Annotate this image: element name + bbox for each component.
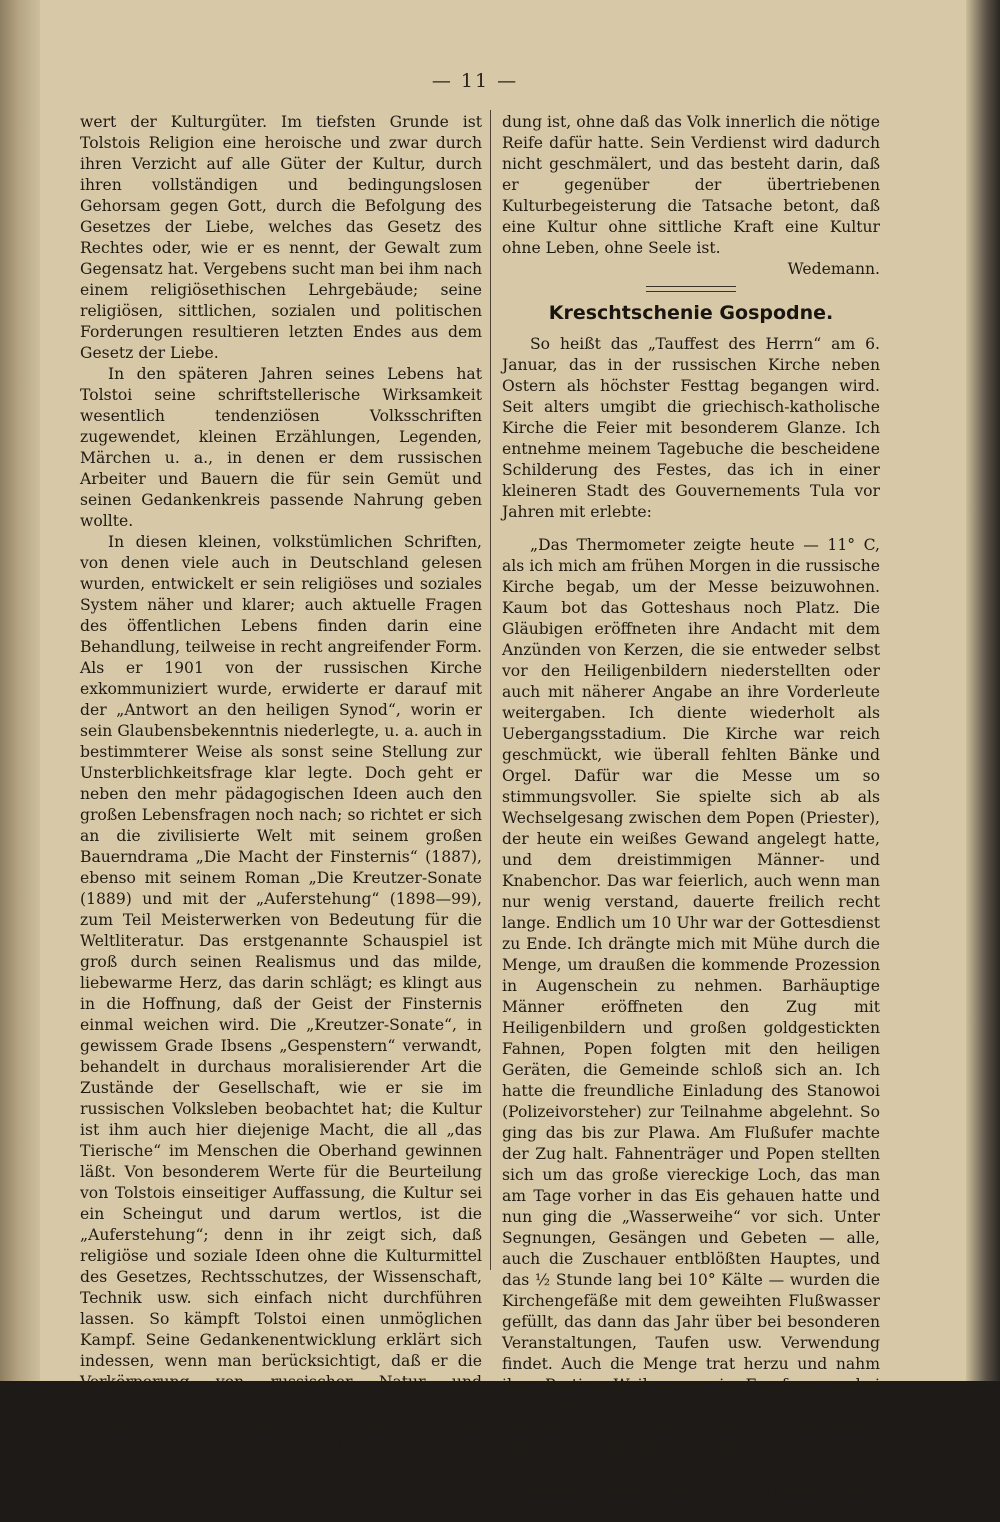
page-edge: [966, 0, 1000, 1381]
left-paragraph-1: wert der Kulturgüter. Im tiefsten Grunde ist Tolstois Religion eine heroische und zwar durch ihren Verzicht auf alle Güter der Kultur, durch ihren vollständigen und bedingungslosen Gehorsam gegen Gott, durch die Befolgung des Gesetzes der Liebe, welches das Gesetz des Rechtes oder, wie er es nennt, der Gewalt zum Gegensatz hat. Vergebens sucht man bei ihm nach einem religiösethischen Lehrgebäude; seine religiösen, sittlichen, sozialen und politischen Forderungen resultieren letzten Endes aus dem Gesetz der Liebe.: [80, 113, 482, 362]
book-gutter: [0, 0, 40, 1381]
right-paragraph-2: „Das Thermometer zeigte heute — 11° C, als ich mich am frühen Morgen in die russische Kirche begab, um der Messe beizuwohnen. Kaum bot das Gotteshaus noch Platz. Die Gläubigen eröffneten ihre Andacht mit dem Anzünden von Kerzen, die sie entweder selbst vor den Heiligenbildern niederstellten oder auch mit näherer Angabe an ihre Vorderleute weitergaben. Ich diente wiederholt als Uebergangsstadium. Die Kirche war reich geschmückt, wie überall fehlten Bänke und Orgel. Dafür war die Messe um so stimmungsvoller. Sie spielte sich ab als Wechselgesang zwischen dem Popen (Priester), der heute ein weißes Gewand angelegt hatte, und dem dreistimmigen Männer- und Knabenchor. Das war feierlich, auch wenn man nur wenig verstand, dauerte freilich recht lange. Endlich um 10 Uhr war der Gottesdienst zu Ende. Ich drängte mich mit Mühe durch die Menge, um draußen die kommende Prozession in Augenschein zu nehmen. Barhäuptige Männer eröffneten den Zug mit Heiligenbildern und großen goldgestickten Fahnen, Popen folgten mit den heiligen Geräten, die Gemeinde schloß sich an. Ich hatte die freundliche Einladung des Stanowoi (Polizeivorsteher) zur Teilnahme abgelehnt. So ging das bis zur Plawa. Am Flußufer machte der Zug halt. Fahnenträger und Popen stellten sich um das große viereckige Loch, das man am Tage vorher in das Eis gehauen hatte und nun ging die „Wasserweihe“ vor sich. Unter Segnungen, Gesängen und Gebeten — alle, auch die Zuschauer entblößten Hauptes, und das ½ Stunde lang bei 10° Kälte — wurden die Kirchengefäße mit dem geweihten Flußwasser gefüllt, das dann das Jahr über bei besonderen Veranstaltungen, Taufen usw. Verwendung findet. Auch die Menge trat herzu und nahm ihre Portion Weihwasser in Empfang, wobei der Diakon unaufhörlich sang „Gospodi pomilui“ (Herr erbarme dich). Solches Wasser spielt bei Heilungen, Besprechungen im Familienkreise, innerlich und äußerlich genommen, eine große Rolle. Unsere Köchin hat sich auch: [502, 536, 880, 1520]
author-signature: Wedemann.: [787, 260, 880, 278]
right-column: [502, 112, 880, 1522]
right-intro-paragraph: dung ist, ohne daß das Volk innerlich die nötige Reife dafür hatte. Sein Verdienst wird dadurch nicht geschmälert, und das besteht darin, daß er gegenüber der übertriebenen Kulturbegeisterung die Tatsache betont, daß eine Kultur ohne sittliche Kraft eine Kultur ohne Leben, ohne Seele ist.: [502, 113, 880, 257]
left-column: [80, 112, 482, 1456]
section-separator: [646, 286, 736, 292]
page-number: — 11 —: [431, 70, 519, 92]
left-paragraph-2: In den späteren Jahren seines Lebens hat Tolstoi seine schriftstellerische Wirksamkeit wesentlich tendenziösen Volksschriften zugewendet, kleinen Erzählungen, Legenden, Märchen u. a., in denen er dem russischen Arbeiter und Bauern die für sein Gemüt und seinen Gedankenkreis passende Nahrung geben wollte.: [80, 365, 482, 530]
article-title: Kreschtschenie Gospodne.: [548, 302, 834, 324]
right-paragraph-1: So heißt das „Tauffest des Herrn“ am 6. Januar, das in der russischen Kirche neben Ostern als höchster Festtag begangen wird. Seit alters umgibt die griechisch-katholische Kirche die Feier mit besonderem Glanze. Ich entnehme meinem Tagebuche die bescheidene Schilderung des Festes, das ich in einer kleineren Stadt des Gouvernements Tula vor Jahren mit erlebte:: [502, 335, 880, 521]
column-divider: [490, 110, 491, 1270]
left-paragraph-3: In diesen kleinen, volkstümlichen Schriften, von denen viele auch in Deutschland gelesen wurden, entwickelt er sein religiöses und soziales System näher und klarer; auch aktuelle Fragen des öffentlichen Lebens finden darin eine Behandlung, teilweise in recht angreifender Form. Als er 1901 von der russischen Kirche exkommuniziert wurde, erwiderte er darauf mit der „Antwort an den heiligen Synod“, worin er sein Glaubensbekenntnis niederlegte, u. a. auch in bestimmterer Weise als sonst seine Stellung zur Unsterblichkeitsfrage klar legte. Doch geht er neben den mehr pädagogischen Ideen auch den großen Lebensfragen noch nach; so richtet er sich an die zivilisierte Welt mit seinem großen Bauerndrama „Die Macht der Finsternis“ (1887), ebenso mit seinem Roman „Die Kreutzer-Sonate (1889) und mit der „Auferstehung“ (1898—99), zum Teil Meisterwerken von Bedeutung für die Weltliteratur. Das erstgenannte Schauspiel ist groß durch seinen Realismus und das milde, liebewarme Herz, das darin schlägt; es klingt aus in die Hoffnung, daß der Geist der Finsternis einmal weichen wird. Die „Kreutzer-Sonate“, in gewissem Grade Ibsens „Gespenstern“ verwandt, behandelt in durchaus moralisierender Art die Zustände der Gesellschaft, wie er sie im russischen Volksleben beobachtet hat; die Kultur ist ihm auch hier diejenige Macht, die all „das Tierische“ im Menschen die Oberhand gewinnen läßt. Von besonderem Werte für die Beurteilung von Tolstois einseitiger Auffassung, die Kultur sei ein Scheingut und darum wertlos, ist die „Auferstehung“; denn in ihr zeigt sich, daß religiöse und soziale Ideen ohne die Kulturmittel des Gesetzes, Rechtsschutzes, der Wissenschaft, Technik usw. sich einfach nicht durchführen lassen. So kämpft Tolstoi einen unmöglichen Kampf. Seine Gedankenentwicklung erklärt sich indessen, wenn man berücksichtigt, daß er die Verkörperung von russischer Natur und russischem Geistesleben ist, und daß die russische Bildung die nur in ihren Formen übernommene westeuropäische Bil-: [80, 533, 482, 1454]
